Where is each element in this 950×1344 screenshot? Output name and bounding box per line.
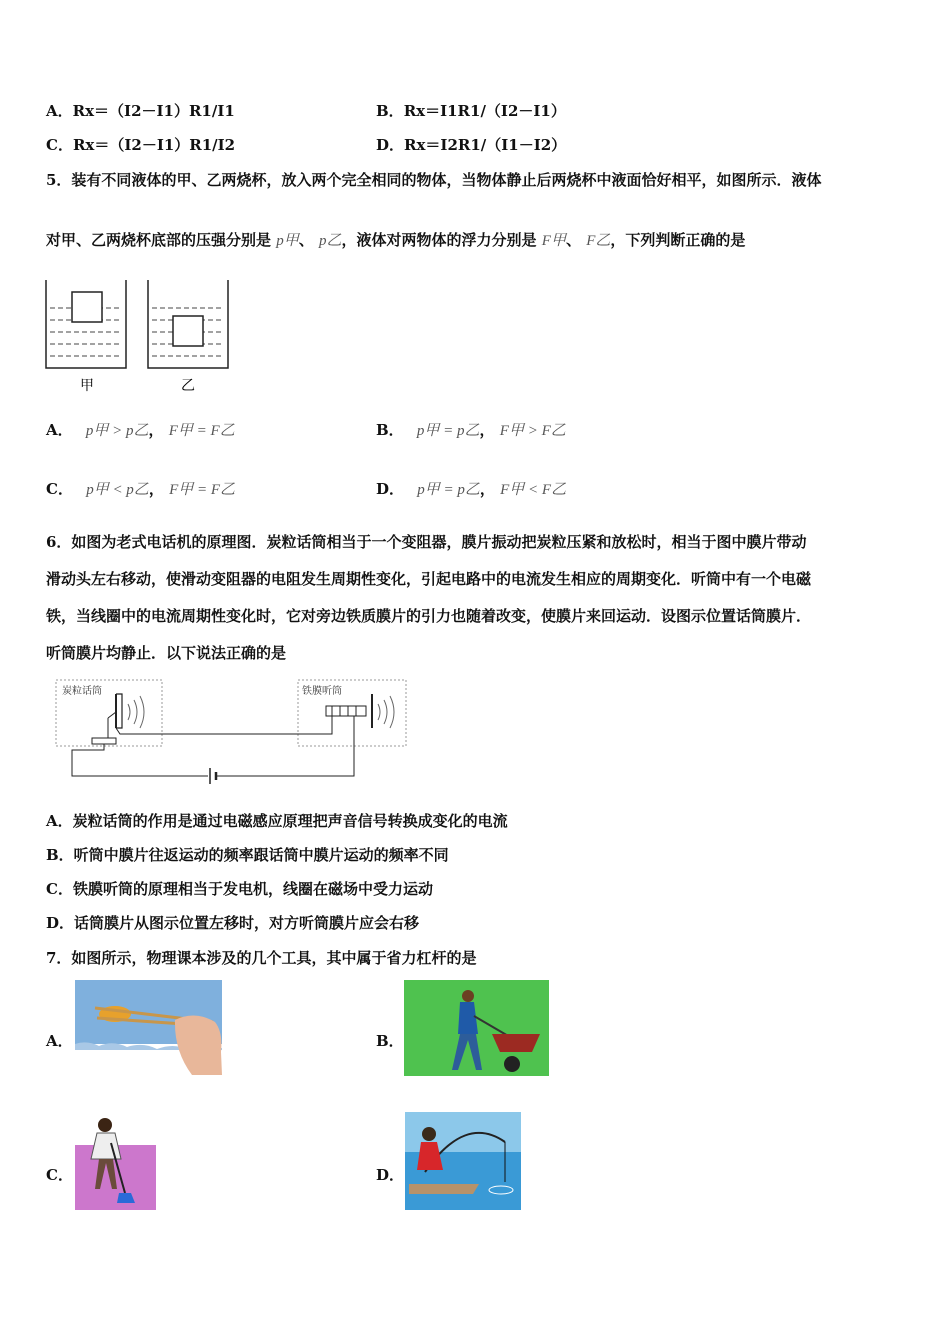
option-letter: C． (46, 480, 73, 498)
q5-stem-line1: 5．装有不同液体的甲、乙两烧杯，放入两个完全相同的物体，当物体静止后两烧杯中液面恰好相平，如图所示．液体 (46, 171, 822, 189)
q4-option-b[interactable] (376, 101, 566, 121)
option-pressure: p甲 = p乙 (417, 482, 480, 498)
option-pressure: p甲 > p乙 (85, 423, 149, 439)
beaker-yi-label: 乙 (181, 378, 195, 394)
person-head-icon (462, 990, 474, 1002)
option-text: Rx＝（I2－I1）R1/I1 (72, 102, 235, 120)
q4-option-c[interactable] (46, 135, 235, 155)
q6-stem-line4: 听筒膜片均静止．以下说法正确的是 (46, 644, 287, 662)
option-letter: B． (376, 421, 404, 439)
fisher-head-icon (422, 1127, 436, 1141)
separator: 、 (298, 231, 314, 249)
stem-text: ，液体对两物体的浮力分别是 (341, 231, 537, 249)
raft-icon (409, 1184, 479, 1194)
q6-option-d[interactable]: D．话筒膜片从图示位置左移时，对方听筒膜片应会右移 (46, 914, 420, 932)
q5-stem-line2 (46, 230, 745, 251)
option-text: Rx＝（I2－I1）R1/I2 (72, 136, 236, 154)
rheostat (92, 738, 116, 744)
symbol-f-yi: F乙 (586, 233, 611, 249)
chopsticks-image[interactable] (75, 980, 222, 1075)
q6-stem-line1: 6．如图为老式电话机的原理图．炭粒话筒相当于一个变阻器，膜片振动把炭粒压紧和放松时，相当于图中膜片带动 (46, 533, 807, 551)
symbol-p-yi: p乙 (319, 233, 342, 249)
q6-option-c[interactable]: C．铁膜听筒的原理相当于发电机，线圈在磁场中受力运动 (46, 880, 433, 898)
sound-waves-icon (378, 696, 394, 728)
beakers-figure (40, 278, 240, 398)
q7-option-d-letter[interactable]: D． (376, 1166, 405, 1184)
beaker-yi (148, 280, 228, 368)
q5-option-b[interactable] (376, 420, 566, 441)
option-text: Rx＝I1R1/（I2－I1） (403, 102, 566, 120)
q5-option-d[interactable] (376, 479, 566, 500)
q7-stem: 7．如图所示，物理课本涉及的几个工具，其中属于省力杠杆的是 (46, 949, 477, 967)
stem-text: 对甲、乙两烧杯底部的压强分别是 (46, 231, 272, 249)
fishing-rod-image[interactable] (405, 1112, 521, 1210)
q7-option-c-letter[interactable]: C． (46, 1166, 73, 1184)
q6-stem-line2: 滑动头左右移动，使滑动变阻器的电阻发生周期性变化，引起电路中的电流发生相应的周期变化．听筒中有一个电磁 (46, 570, 812, 588)
mic-label: 炭粒话筒 (62, 686, 102, 697)
option-pressure: p甲 = p乙 (416, 423, 480, 439)
option-letter: B． (376, 102, 404, 120)
stem-text: ，下列判断正确的是 (610, 231, 746, 249)
q7-option-b-letter[interactable]: B． (376, 1032, 404, 1050)
girl-head-icon (98, 1118, 112, 1132)
sound-waves-icon (128, 696, 144, 728)
symbol-p-jia: p甲 (276, 233, 299, 249)
option-letter: D． (376, 480, 405, 498)
receiver-label: 铁膜听筒 (302, 686, 342, 697)
wheel-icon (504, 1056, 520, 1072)
option-letter: C． (46, 136, 73, 154)
q4-option-a[interactable] (46, 101, 235, 121)
q6-option-b[interactable]: B．听筒中膜片往返运动的频率跟话筒中膜片运动的频率不同 (46, 846, 449, 864)
symbol-f-jia: F甲 (541, 233, 566, 249)
telephone-circuit-figure (50, 678, 415, 788)
option-letter: D． (376, 136, 405, 154)
q5-option-c[interactable] (46, 479, 235, 500)
beaker-jia (46, 280, 126, 368)
broom-image[interactable] (75, 1115, 156, 1210)
separator: ， (148, 480, 164, 498)
option-force: F甲 < F乙 (500, 482, 567, 498)
option-force: F甲 > F乙 (499, 423, 566, 439)
option-letter: A． (46, 102, 73, 120)
option-force: F甲 = F乙 (169, 482, 236, 498)
q4-option-d[interactable] (376, 135, 566, 155)
separator: ， (479, 421, 495, 439)
q5-option-a[interactable] (46, 420, 235, 441)
q6-option-a[interactable]: A．炭粒话筒的作用是通过电磁感应原理把声音信号转换成变化的电流 (46, 812, 508, 830)
q6-stem-line3: 铁，当线圈中的电流周期性变化时，它对旁边铁质膜片的引力也随着改变，使膜片来回运动．设图示位置话筒膜片． (46, 607, 812, 625)
option-pressure: p甲 < p乙 (86, 482, 149, 498)
beaker-jia-label: 甲 (80, 378, 94, 394)
separator: 、 (565, 231, 581, 249)
option-text: Rx＝I2R1/（I1－I2） (404, 136, 567, 154)
wheelbarrow-icon (492, 1034, 540, 1052)
separator: ， (479, 480, 495, 498)
separator: ， (148, 421, 164, 439)
option-force: F甲 = F乙 (168, 423, 235, 439)
wheelbarrow-image[interactable] (404, 980, 549, 1076)
q7-option-a-letter[interactable]: A． (46, 1032, 73, 1050)
option-letter: A． (46, 421, 73, 439)
